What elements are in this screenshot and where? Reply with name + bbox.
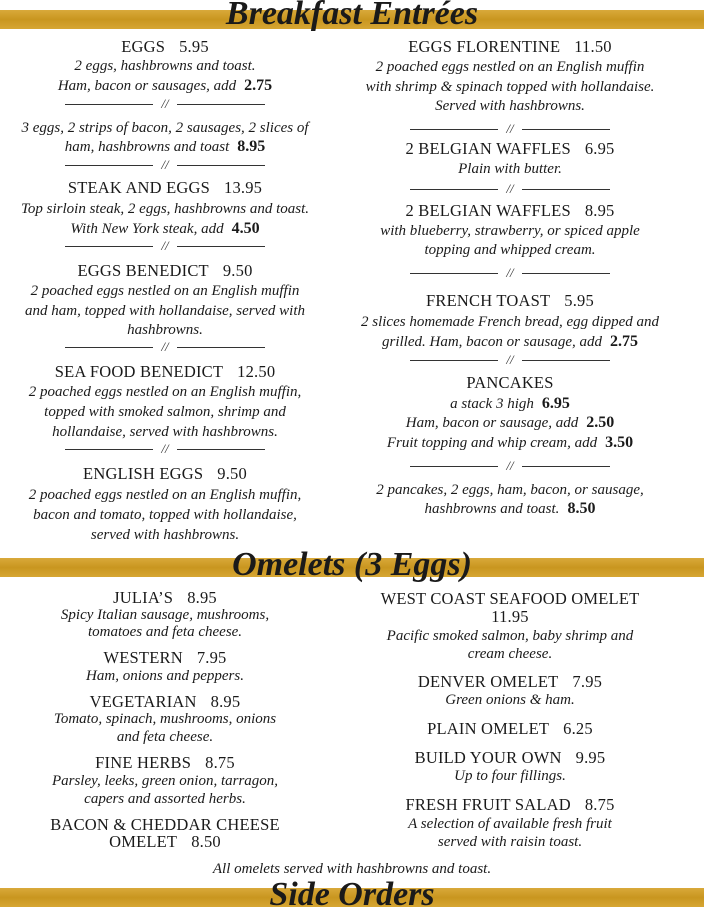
item-denver-omelet: DENVER OMELET 7.95 [417,672,603,691]
item-desc: With New York steak, add 4.50 [70,220,260,237]
item-desc: and feta cheese. [116,729,214,745]
item-desc: with shrimp & spinach topped with hollandaise. [365,79,655,95]
item-desc: with blueberry, strawberry, or spiced apple [380,223,640,239]
item-steak-and-eggs: STEAK AND EGGS 13.95 [67,178,263,197]
divider: // [350,263,670,283]
item-desc: served with hashbrowns. [90,527,240,543]
item-desc: a stack 3 high 6.95 [450,395,570,412]
item-pancakes: PANCAKES [466,373,554,392]
item-desc: hollandaise, served with hashbrowns. [52,424,278,440]
item-desc: Pacific smoked salmon, baby shrimp and [386,628,634,644]
item-desc: 2 pancakes, 2 eggs, ham, bacon, or sausage, [376,482,644,498]
item-price: 11.95 [491,607,529,626]
item-desc: Green onions & ham. [445,692,575,708]
item-desc: capers and assorted herbs. [84,791,246,807]
item-desc: ham, hashbrowns and toast 8.95 [64,138,266,155]
item-desc: 2 poached eggs nestled on an English muffin [30,283,300,299]
item-eggs-benedict: EGGS BENEDICT 9.50 [77,261,253,280]
item-vegetarian: VEGETARIAN 8.95 [89,692,241,711]
item-desc: Fruit topping and whip cream, add 3.50 [386,434,634,451]
section-title-side-orders: Side Orders [269,876,435,909]
item-desc: Ham, bacon or sausages, add 2.75 [57,77,273,94]
divider: // [0,236,330,256]
item-plain-omelet: PLAIN OMELET 6.25 [427,719,593,738]
item-desc: served with raisin toast. [437,834,583,850]
item-sea-food-benedict: SEA FOOD BENEDICT 12.50 [54,362,276,381]
item-belgian-waffles-topping: 2 BELGIAN WAFFLES 8.95 [405,201,615,220]
divider: // [350,456,670,476]
item-fresh-fruit-salad: FRESH FRUIT SALAD 8.75 [405,795,615,814]
section-title-omelets: Omelets (3 Eggs) [232,546,472,583]
item-desc: cream cheese. [467,646,553,662]
item-desc: Ham, onions and peppers. [86,668,244,684]
item-build-your-own: BUILD YOUR OWN 9.95 [414,748,606,767]
item-desc: bacon and tomato, topped with hollandaise, [33,507,297,523]
item-desc: Tomato, spinach, mushrooms, onions [53,711,277,727]
item-desc: 2 poached eggs nestled on an English muffin, [28,384,302,400]
divider: // [0,155,330,175]
item-desc: Spicy Italian sausage, mushrooms, [60,607,270,623]
item-desc: Top sirloin steak, 2 eggs, hashbrowns and toast. [20,201,310,217]
item-desc: tomatoes and feta cheese. [87,624,243,640]
item-desc: Ham, bacon or sausage, add 2.50 [405,414,615,431]
section-title-breakfast: Breakfast Entrées [225,0,479,32]
item-desc: Plain with butter. [458,161,562,177]
item-desc: grilled. Ham, bacon or sausage, add 2.75 [382,333,638,350]
item-west-coast-seafood: WEST COAST SEAFOOD OMELET [380,589,640,608]
item-belgian-waffles-plain: 2 BELGIAN WAFFLES 6.95 [405,139,615,158]
item-fine-herbs: FINE HERBS 8.75 [95,753,235,772]
item-desc: topped with smoked salmon, shrimp and [44,404,286,420]
item-desc: 2 poached eggs nestled on an English muffin [375,59,645,75]
item-desc: A selection of available fresh fruit [408,816,612,832]
item-bacon-cheddar-line2: OMELET 8.50 [109,832,221,851]
divider: // [350,350,670,370]
divider: // [350,119,670,139]
item-desc: Served with hashbrowns. [435,98,585,114]
divider: // [350,179,670,199]
item-desc: 2 slices homemade French bread, egg dipped and [361,314,659,330]
divider: // [0,94,330,114]
item-french-toast: FRENCH TOAST 5.95 [426,291,594,310]
item-desc: 2 eggs, hashbrowns and toast. [74,58,256,74]
item-desc: and ham, topped with hollandaise, served with [25,303,305,319]
item-desc: Parsley, leeks, green onion, tarragon, [51,773,279,789]
item-desc: Up to four fillings. [454,768,566,784]
divider: // [0,439,330,459]
omelets-note: All omelets served with hashbrowns and toast. [212,861,492,877]
item-eggs-florentine: EGGS FLORENTINE 11.50 [408,37,612,56]
item-english-eggs: ENGLISH EGGS 9.50 [83,464,247,483]
item-desc: hashbrowns and toast. 8.50 [424,500,596,517]
item-desc: 2 poached eggs nestled on an English muffin, [28,487,302,503]
item-western: WESTERN 7.95 [103,648,227,667]
item-julias: JULIA’S 8.95 [113,588,217,607]
item-desc: hashbrowns. [127,322,203,338]
item-desc: 3 eggs, 2 strips of bacon, 2 sausages, 2 slices of [21,120,309,136]
item-desc: topping and whipped cream. [424,242,596,258]
item-eggs: EGGS 5.95 [121,37,209,56]
divider: // [0,337,330,357]
item-bacon-cheddar: BACON & CHEDDAR CHEESE [50,815,280,834]
